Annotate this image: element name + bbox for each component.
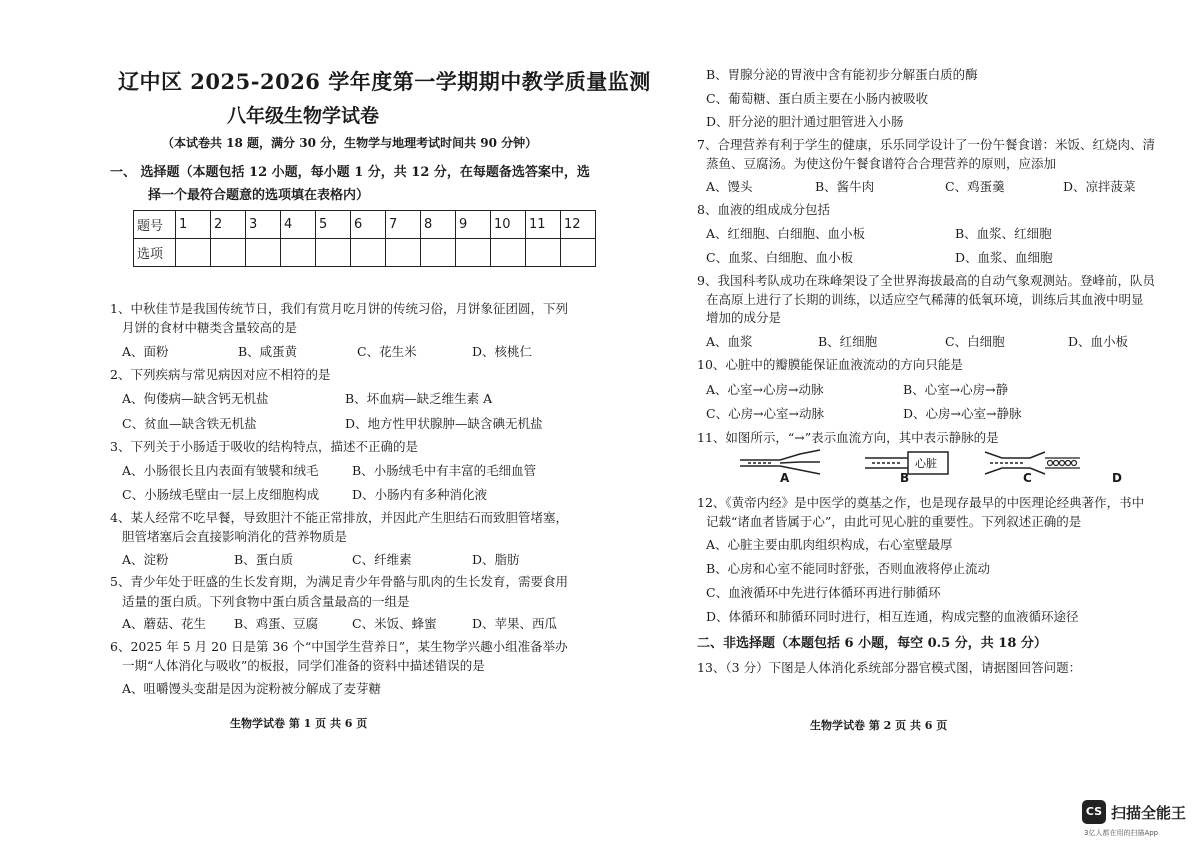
page-footer-2: 生物学试卷 第 2 页 共 6 页 [810, 719, 948, 732]
table-number-cell: 8 [421, 211, 456, 239]
table-header-cell: 题号 [134, 211, 176, 239]
figure-label-d: D [1112, 471, 1122, 485]
q1-option-c: C、花生米 [357, 344, 417, 359]
section1-heading-line2: 择一个最符合题意的选项填在表格内） [148, 188, 370, 203]
question-1-line1: 1、中秋佳节是我国传统节日，我们有赏月吃月饼的传统习俗，月饼象征团圆，下列 [110, 301, 568, 316]
q12-option-b: B、心房和心室不能同时舒张，否则血液将停止流动 [706, 561, 991, 576]
figure-label-c: C [1023, 471, 1032, 485]
answer-cell[interactable] [176, 239, 211, 267]
q2-option-c: C、贫血—缺含铁无机盐 [122, 416, 257, 431]
question-7-line2: 蒸鱼、豆腐汤。为使这份午餐食谱符合合理营养的原则，应添加 [706, 156, 1057, 171]
q5-option-a: A、蘑菇、花生 [122, 616, 207, 631]
answer-cell[interactable] [526, 239, 561, 267]
question-1-line2: 月饼的食材中糖类含量较高的是 [122, 320, 298, 335]
question-11-line1: 11、如图所示，“→”表示血流方向，其中表示静脉的是 [697, 430, 999, 445]
question-9-line2: 在高原上进行了长期的训练，以适应空气稀薄的低氧环境，训练后其血液中明显 [706, 292, 1144, 307]
q12-option-a: A、心脏主要由肌肉组织构成，右心室壁最厚 [706, 537, 953, 552]
answer-cell[interactable] [211, 239, 246, 267]
q8-option-a: A、红细胞、白细胞、血小板 [706, 226, 866, 241]
exam-title: 辽中区 2025-2026 学年度第一学期期中教学质量监测 [118, 69, 651, 94]
section1-heading-line1: 一、 选择题（本题包括 12 小题，每小题 1 分，共 12 分，在每题备选答案中，选 [110, 165, 590, 180]
q10-option-d: D、心房→心室→静脉 [903, 406, 1022, 421]
q6-option-d: D、肝分泌的胆汁通过胆管进入小肠 [706, 114, 904, 129]
exam-subtitle: 八年级生物学试卷 [227, 105, 380, 127]
answer-cell[interactable] [316, 239, 351, 267]
scanner-logo-icon: CS [1082, 800, 1106, 824]
q1-option-b: B、咸蛋黄 [238, 344, 298, 359]
scanner-watermark [1082, 800, 1186, 840]
table-number-cell: 11 [526, 211, 561, 239]
table-number-cell: 9 [456, 211, 491, 239]
right-page [600, 0, 1200, 848]
q8-option-b: B、血浆、红细胞 [955, 226, 1052, 241]
q3-option-a: A、小肠很长且内表面有皱襞和绒毛 [122, 463, 319, 478]
q7-option-a: A、馒头 [706, 179, 753, 194]
question-7-line1: 7、合理营养有利于学生的健康，乐乐同学设计了一份午餐食谱：米饭、红烧肉、清 [697, 137, 1155, 152]
question-2-line1: 2、下列疾病与常见病因对应不相符的是 [110, 367, 331, 382]
q2-option-d: D、地方性甲状腺肿—缺含碘无机盐 [345, 416, 543, 431]
q3-option-d: D、小肠内有多种消化液 [352, 487, 488, 502]
q10-option-a: A、心室→心房→动脉 [706, 382, 824, 397]
question-8-line1: 8、血液的组成成分包括 [697, 202, 830, 217]
question-6-line2: 一期“人体消化与吸收”的板报，同学们准备的资料中描述错误的是 [122, 658, 485, 673]
question-4-line1: 4、某人经常不吃早餐，导致胆汁不能正常排放，并因此产生胆结石而致胆管堵塞， [110, 510, 568, 525]
answer-table-row-options [134, 239, 596, 267]
answer-cell[interactable] [421, 239, 456, 267]
question-3-line1: 3、下列关于小肠适于吸收的结构特点，描述不正确的是 [110, 439, 418, 454]
q5-option-b: B、鸡蛋、豆腐 [234, 616, 319, 631]
table-number-cell: 12 [561, 211, 596, 239]
q9-option-b: B、红细胞 [818, 334, 878, 349]
q8-option-d: D、血浆、血细胞 [955, 250, 1053, 265]
q9-option-c: C、白细胞 [945, 334, 1005, 349]
answer-cell[interactable] [561, 239, 596, 267]
q6-option-c: C、葡萄糖、蛋白质主要在小肠内被吸收 [706, 91, 929, 106]
q2-option-b: B、坏血病—缺乏维生素 A [345, 391, 493, 406]
vessel-c-diagram [985, 452, 1045, 474]
q10-option-c: C、心房→心室→动脉 [706, 406, 825, 421]
scanner-brand-text: 扫描全能王 [1111, 804, 1187, 822]
answer-cell[interactable] [456, 239, 491, 267]
table-number-cell: 4 [281, 211, 316, 239]
q6-option-b: B、胃腺分泌的胃液中含有能初步分解蛋白质的酶 [706, 67, 978, 82]
answer-cell[interactable] [491, 239, 526, 267]
heart-box-label: 心脏 [915, 457, 937, 470]
q10-option-b: B、心室→心房→静 [903, 382, 1009, 397]
q1-option-d: D、核桃仁 [472, 344, 533, 359]
question-10-line1: 10、心脏中的瓣膜能保证血液流动的方向只能是 [697, 357, 963, 372]
q9-option-a: A、血浆 [706, 334, 753, 349]
answer-table-row-numbers [134, 211, 596, 239]
q5-option-c: C、米饭、蜂蜜 [352, 616, 437, 631]
answer-cell[interactable] [351, 239, 386, 267]
section2-heading: 二、非选择题（本题包括 6 小题，每空 0.5 分，共 18 分） [697, 636, 1047, 651]
q4-option-a: A、淀粉 [122, 552, 169, 567]
q4-option-b: B、蛋白质 [234, 552, 294, 567]
q2-option-a: A、佝偻病—缺含钙无机盐 [122, 391, 269, 406]
figure-label-b: B [900, 471, 910, 485]
table-number-cell: 5 [316, 211, 351, 239]
figure-label-a: A [780, 471, 790, 485]
answer-cell[interactable] [281, 239, 316, 267]
question-5-line1: 5、青少年处于旺盛的生长发育期，为满足青少年骨骼与肌肉的生长发育，需要食用 [110, 574, 568, 589]
answer-cell[interactable] [246, 239, 281, 267]
q6-option-a: A、咀嚼馒头变甜是因为淀粉被分解成了麦芽糖 [122, 681, 382, 696]
table-number-cell: 7 [386, 211, 421, 239]
page-footer-1: 生物学试卷 第 1 页 共 6 页 [230, 717, 368, 730]
question-12-line2: 记载“诸血者皆属于心”，由此可见心脏的重要性。下列叙述正确的是 [706, 514, 1082, 529]
table-header-cell: 选项 [134, 239, 176, 267]
scanner-tagline: 3亿人都在用的扫描App [1084, 829, 1159, 837]
q9-option-d: D、血小板 [1068, 334, 1129, 349]
q4-option-c: C、纤维素 [352, 552, 412, 567]
question-12-line1: 12、《黄帝内经》是中医学的奠基之作，也是现存最早的中医理论经典著作，书中 [697, 495, 1145, 510]
q7-option-c: C、鸡蛋羹 [945, 179, 1005, 194]
q3-option-c: C、小肠绒毛壁由一层上皮细胞构成 [122, 487, 320, 502]
answer-table [133, 210, 596, 267]
q7-option-d: D、凉拌菠菜 [1063, 179, 1136, 194]
table-number-cell: 10 [491, 211, 526, 239]
q7-option-b: B、酱牛肉 [815, 179, 875, 194]
question-4-line2: 胆管堵塞后会直接影响消化的营养物质是 [122, 529, 348, 544]
exam-note: （本试卷共 18 题，满分 30 分，生物学与地理考试时间共 90 分钟） [162, 136, 538, 150]
question-5-line2: 适量的蛋白质。下列食物中蛋白质含量最高的一组是 [122, 594, 410, 609]
q12-option-c: C、血液循环中先进行体循环再进行肺循环 [706, 585, 941, 600]
question-9-line3: 增加的成分是 [706, 310, 782, 325]
q12-option-d: D、体循环和肺循环同时进行，相互连通，构成完整的血液循环途径 [706, 609, 1079, 624]
q4-option-d: D、脂肪 [472, 552, 520, 567]
q8-option-c: C、血浆、白细胞、血小板 [706, 250, 854, 265]
question-6-line1: 6、2025 年 5 月 20 日是第 36 个“中国学生营养日”，某生物学兴趣小组准备举办 [110, 639, 568, 654]
table-number-cell: 6 [351, 211, 386, 239]
table-number-cell: 3 [246, 211, 281, 239]
question-13-line1: 13、（3 分）下图是人体消化系统部分器官模式图，请据图回答问题： [697, 660, 1082, 675]
table-number-cell: 1 [176, 211, 211, 239]
q5-option-d: D、苹果、西瓜 [472, 616, 558, 631]
q1-option-a: A、面粉 [122, 344, 169, 359]
question-9-line1: 9、我国科考队成功在珠峰架设了全世界海拔最高的自动气象观测站。登峰前，队员 [697, 273, 1155, 288]
q3-option-b: B、小肠绒毛中有丰富的毛细血管 [352, 463, 537, 478]
table-number-cell: 2 [211, 211, 246, 239]
vessel-d-diagram [1045, 458, 1080, 468]
answer-cell[interactable] [386, 239, 421, 267]
